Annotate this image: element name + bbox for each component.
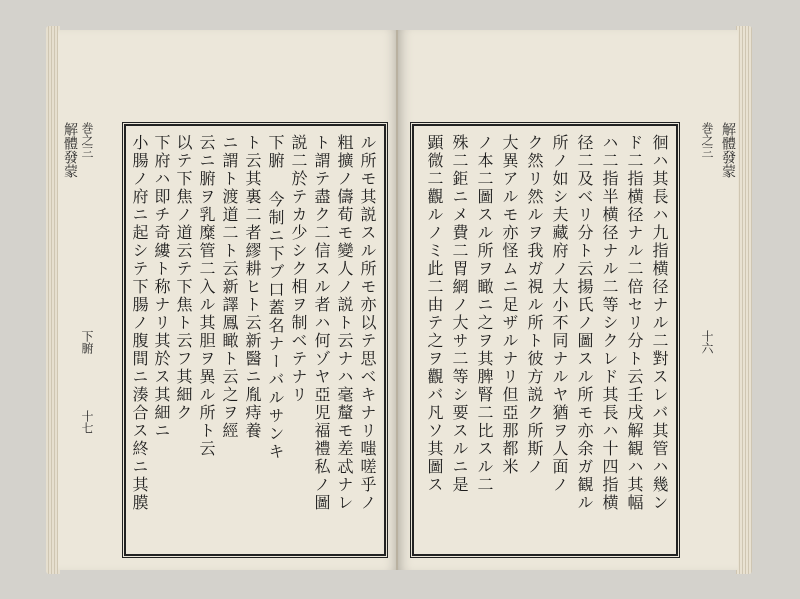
- text-column: 小腸ノ府ニ起シテ下腸ノ腹間ニ湊合ス終ニ其膜: [130, 134, 149, 512]
- text-column: ノ本二圖スル所ヲ瞰ニ之ヲ其脾腎二比スル二: [475, 134, 494, 494]
- text-column: ド二指横径ナル二倍セリ分ト云壬戌解観ハ其幅: [625, 134, 644, 512]
- open-book: [46, 20, 752, 576]
- text-column: 徊ハ其長ハ九指横径ナル二對スレバ其管ハ幾ン: [650, 134, 669, 512]
- text-column: ル所モ其説スル所モ亦以テ思ベキナリ嗤嗟乎ノ: [358, 134, 377, 512]
- text-column: 粗擴ノ儔荀モ變人ノ説ト云ナハ毫釐モ差忒ナレ: [335, 134, 354, 512]
- running-title-right: 解體發蒙: [720, 122, 736, 178]
- page-edges-right: [736, 26, 752, 574]
- text-column: ニ謂ト渡道二ト云新譯鳳瞰ト云之ヲ經: [220, 134, 239, 440]
- text-column: 顕微二觀ルノミ此二由テ之ヲ觀バ凡ソ其圖ス: [425, 134, 444, 494]
- text-column: 径二及ベリ分ト云揚氏ノ圖スル所モ亦余ガ観ル: [575, 134, 594, 512]
- running-title-left: 解體發蒙: [62, 122, 78, 178]
- text-column: 殊二鉅ニメ費二胃網ノ大サ二等シ要スルニ是: [450, 134, 469, 494]
- text-column: 下府ハ即チ奇縷ト称ナリ其於ス其細ニ: [152, 134, 171, 440]
- text-column: 説二於テカ少シク相ヲ制ベテナリ: [289, 134, 308, 404]
- text-column: 大異アルモ亦怪ムニ足ザルナリ但亞那都米: [500, 134, 519, 476]
- text-column: 下腑 今制ニ下ブ口蓋名ナーバルサンキ: [266, 134, 285, 461]
- text-column: ト謂テ盡ク二信スル者ハ何ゾヤ亞児福禮私ノ圖: [312, 134, 331, 512]
- folio-number-left: 十七: [80, 410, 94, 434]
- right-page: [398, 30, 738, 570]
- text-column: 以テ下焦ノ道云テ下焦ト云フ其細ク: [174, 134, 193, 422]
- text-column: ク然リ然ルヲ我ガ視ル所ト彼方説ク所斯ノ: [525, 134, 544, 476]
- text-frame-right: [412, 124, 678, 556]
- volume-label-right: 巻之三: [700, 122, 714, 158]
- text-column: ハ二指半横径ナル二等シクレド其長ハ十四指横: [600, 134, 619, 512]
- folio-number-right: 十六: [700, 330, 714, 354]
- text-column: ト云其裏二者繆耕ヒト云新醫ニ胤痔養: [243, 134, 262, 440]
- text-frame-left: [124, 124, 386, 556]
- left-page: [58, 30, 398, 570]
- volume-label-left: 巻之三: [80, 122, 94, 158]
- text-column: 云ニ腑ヲ乳糜管二入ル其胆ヲ異ル所ト云: [197, 134, 216, 458]
- text-column: 所ノ如シ夫藏府ノ大小不同ナルヤ猶ヲ人面ノ: [550, 134, 569, 494]
- section-label-left: 下腑: [80, 330, 94, 354]
